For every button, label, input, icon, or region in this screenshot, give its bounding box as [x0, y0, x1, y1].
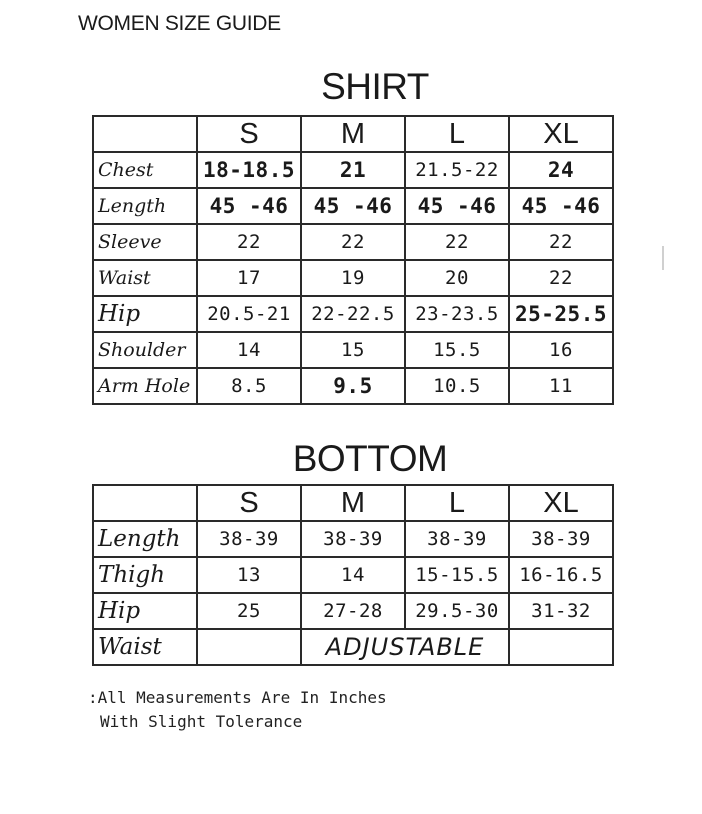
size-header-xl: XL [509, 116, 613, 152]
table-row [93, 332, 613, 368]
table-row [93, 296, 613, 332]
row-label-chest: Chest [93, 152, 197, 188]
size-header-l: L [405, 485, 509, 521]
table-cell: 24 [509, 152, 613, 188]
page-title: WOMEN SIZE GUIDE [78, 12, 281, 35]
table-cell: 21.5-22 [405, 152, 509, 188]
measurement-note [88, 686, 387, 734]
row-label-sleeve: Sleeve [93, 224, 197, 260]
table-row [93, 152, 613, 188]
table-cell: 22 [301, 224, 405, 260]
table-row [93, 629, 613, 665]
table-cell: 21 [301, 152, 405, 188]
table-cell: 45 -46 [301, 188, 405, 224]
bottom-size-table [92, 484, 614, 666]
header-corner-cell [93, 116, 197, 152]
table-cell: 45 -46 [405, 188, 509, 224]
row-label-arm-hole: Arm Hole [93, 368, 197, 404]
empty-cell [197, 629, 301, 665]
table-cell: 9.5 [301, 368, 405, 404]
table-cell: 13 [197, 557, 301, 593]
bottom-section-title: BOTTOM [292, 438, 448, 479]
shirt-section-title: SHIRT [321, 66, 429, 107]
table-row [93, 593, 613, 629]
shirt-size-table [92, 115, 614, 405]
row-label-waist: Waist [93, 260, 197, 296]
table-cell: 45 -46 [509, 188, 613, 224]
scroll-edge-mark [662, 246, 664, 270]
row-label-length: Length [93, 188, 197, 224]
table-cell: 14 [301, 557, 405, 593]
table-row [93, 188, 613, 224]
table-cell: 10.5 [405, 368, 509, 404]
table-row [93, 368, 613, 404]
table-cell: 31-32 [509, 593, 613, 629]
size-header-s: S [197, 485, 301, 521]
adjustable-cell: ADJUSTABLE [301, 629, 509, 665]
size-header-s: S [197, 116, 301, 152]
table-cell: 20.5-21 [197, 296, 301, 332]
table-cell: 29.5-30 [405, 593, 509, 629]
table-cell: 38-39 [405, 521, 509, 557]
table-cell: 20 [405, 260, 509, 296]
table-cell: 14 [197, 332, 301, 368]
table-cell: 11 [509, 368, 613, 404]
table-cell: 8.5 [197, 368, 301, 404]
table-row [93, 260, 613, 296]
row-label-waist: Waist [93, 629, 197, 665]
table-cell: 27-28 [301, 593, 405, 629]
table-cell: 17 [197, 260, 301, 296]
table-cell: 15-15.5 [405, 557, 509, 593]
header-corner-cell [93, 485, 197, 521]
table-cell: 15 [301, 332, 405, 368]
row-label-length: Length [93, 521, 197, 557]
table-cell: 16 [509, 332, 613, 368]
table-cell: 45 -46 [197, 188, 301, 224]
table-cell: 25-25.5 [509, 296, 613, 332]
table-cell: 22-22.5 [301, 296, 405, 332]
table-row [93, 557, 613, 593]
note-line-2: With Slight Tolerance [100, 712, 303, 731]
table-cell: 19 [301, 260, 405, 296]
table-row [93, 521, 613, 557]
table-cell: 38-39 [509, 521, 613, 557]
empty-cell [509, 629, 613, 665]
table-cell: 22 [197, 224, 301, 260]
table-cell: 25 [197, 593, 301, 629]
table-cell: 18-18.5 [197, 152, 301, 188]
row-label-shoulder: Shoulder [93, 332, 197, 368]
note-line-1: :All Measurements Are In Inches [88, 688, 387, 707]
table-cell: 38-39 [301, 521, 405, 557]
table-cell: 16-16.5 [509, 557, 613, 593]
row-label-hip: Hip [93, 593, 197, 629]
size-header-m: M [301, 485, 405, 521]
bottom-header-row [93, 485, 613, 521]
size-header-m: M [301, 116, 405, 152]
row-label-hip: Hip [93, 296, 197, 332]
table-cell: 22 [509, 224, 613, 260]
row-label-thigh: Thigh [93, 557, 197, 593]
size-header-l: L [405, 116, 509, 152]
table-cell: 22 [509, 260, 613, 296]
table-row [93, 224, 613, 260]
size-header-xl: XL [509, 485, 613, 521]
table-cell: 23-23.5 [405, 296, 509, 332]
table-cell: 15.5 [405, 332, 509, 368]
table-cell: 22 [405, 224, 509, 260]
table-cell: 38-39 [197, 521, 301, 557]
shirt-header-row [93, 116, 613, 152]
